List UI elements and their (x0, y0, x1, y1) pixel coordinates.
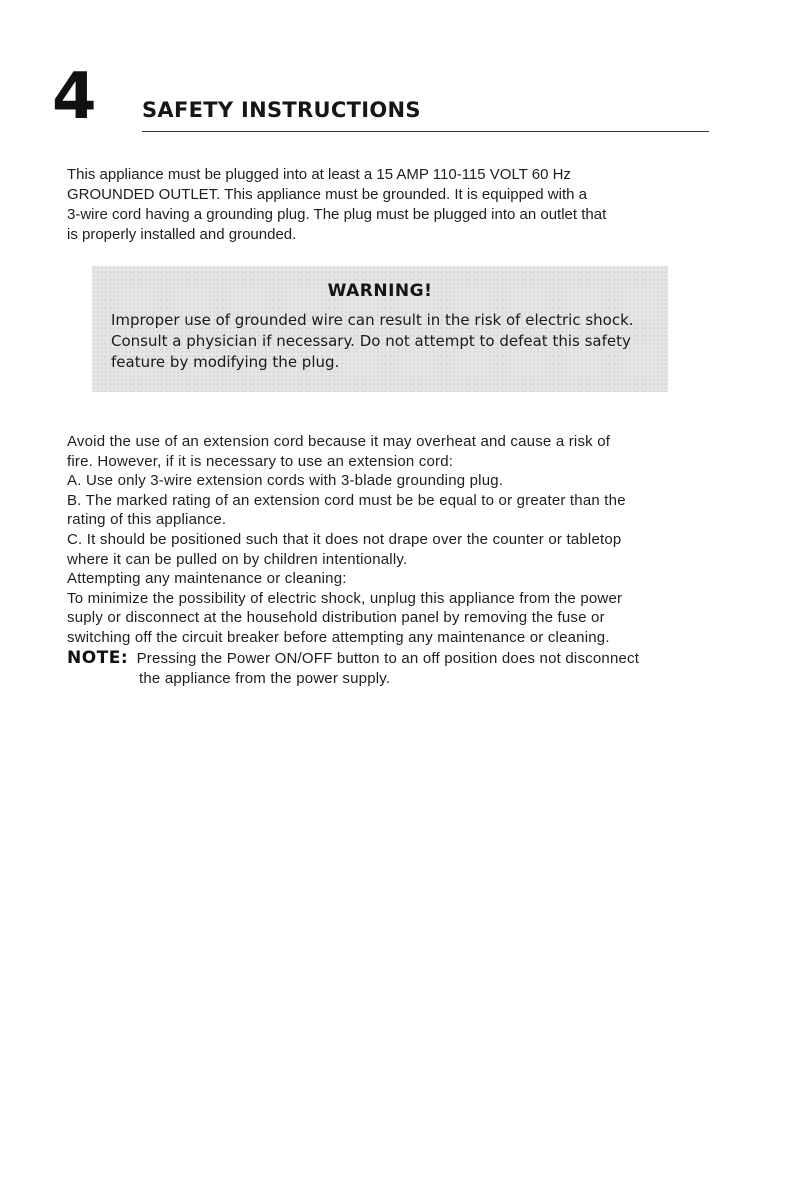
warning-line: feature by modifying the plug. (111, 353, 340, 371)
body-line: switching off the circuit breaker before attempting any maintenance or cleaning. (67, 628, 610, 646)
note-text: Pressing the Power ON/OFF button to an off position does not disconnect (136, 650, 640, 667)
note-line-1 (67, 649, 757, 669)
body-line: B. The marked rating of an extension cord must be be equal to or greater than the (67, 491, 626, 509)
body-line: fire. However, if it is necessary to use an extension cord: (67, 452, 454, 470)
warning-line: Consult a physician if necessary. Do not attempt to defeat this safety (111, 332, 631, 350)
intro-paragraph (67, 165, 727, 245)
body-line: Attempting any maintenance or cleaning: (67, 570, 347, 588)
note-line-2: the appliance from the power supply. (139, 669, 391, 687)
intro-line: is properly installed and grounded. (67, 226, 297, 243)
body-paragraph (67, 432, 747, 648)
warning-box (92, 266, 668, 392)
title-rule (142, 131, 709, 132)
section-title: SAFETY INSTRUCTIONS (142, 98, 421, 122)
body-line: A. Use only 3-wire extension cords with 3-blade grounding plug. (67, 472, 504, 490)
body-line: where it can be pulled on by children intentionally. (67, 550, 408, 568)
intro-line: GROUNDED OUTLET. This appliance must be grounded. It is equipped with a (67, 186, 587, 203)
note-label: NOTE: (67, 648, 129, 668)
body-line: suply or disconnect at the household distribution panel by removing the fuse or (67, 609, 605, 627)
intro-line: 3-wire cord having a grounding plug. The plug must be plugged into an outlet that (67, 206, 607, 223)
body-line: C. It should be positioned such that it does not drape over the counter or tabletop (67, 530, 622, 548)
intro-line: This appliance must be plugged into at least a 15 AMP 110-115 VOLT 60 Hz (67, 166, 571, 183)
warning-line: Improper use of grounded wire can result in the risk of electric shock. (111, 311, 634, 329)
warning-title: WARNING! (327, 281, 433, 301)
body-line: Avoid the use of an extension cord because it may overheat and cause a risk of (67, 433, 611, 450)
body-line: To minimize the possibility of electric shock, unplug this appliance from the power (67, 589, 623, 607)
note (67, 649, 757, 688)
page-number: 4 (52, 60, 97, 134)
warning-text (111, 310, 634, 373)
body-line: rating of this appliance. (67, 511, 227, 529)
